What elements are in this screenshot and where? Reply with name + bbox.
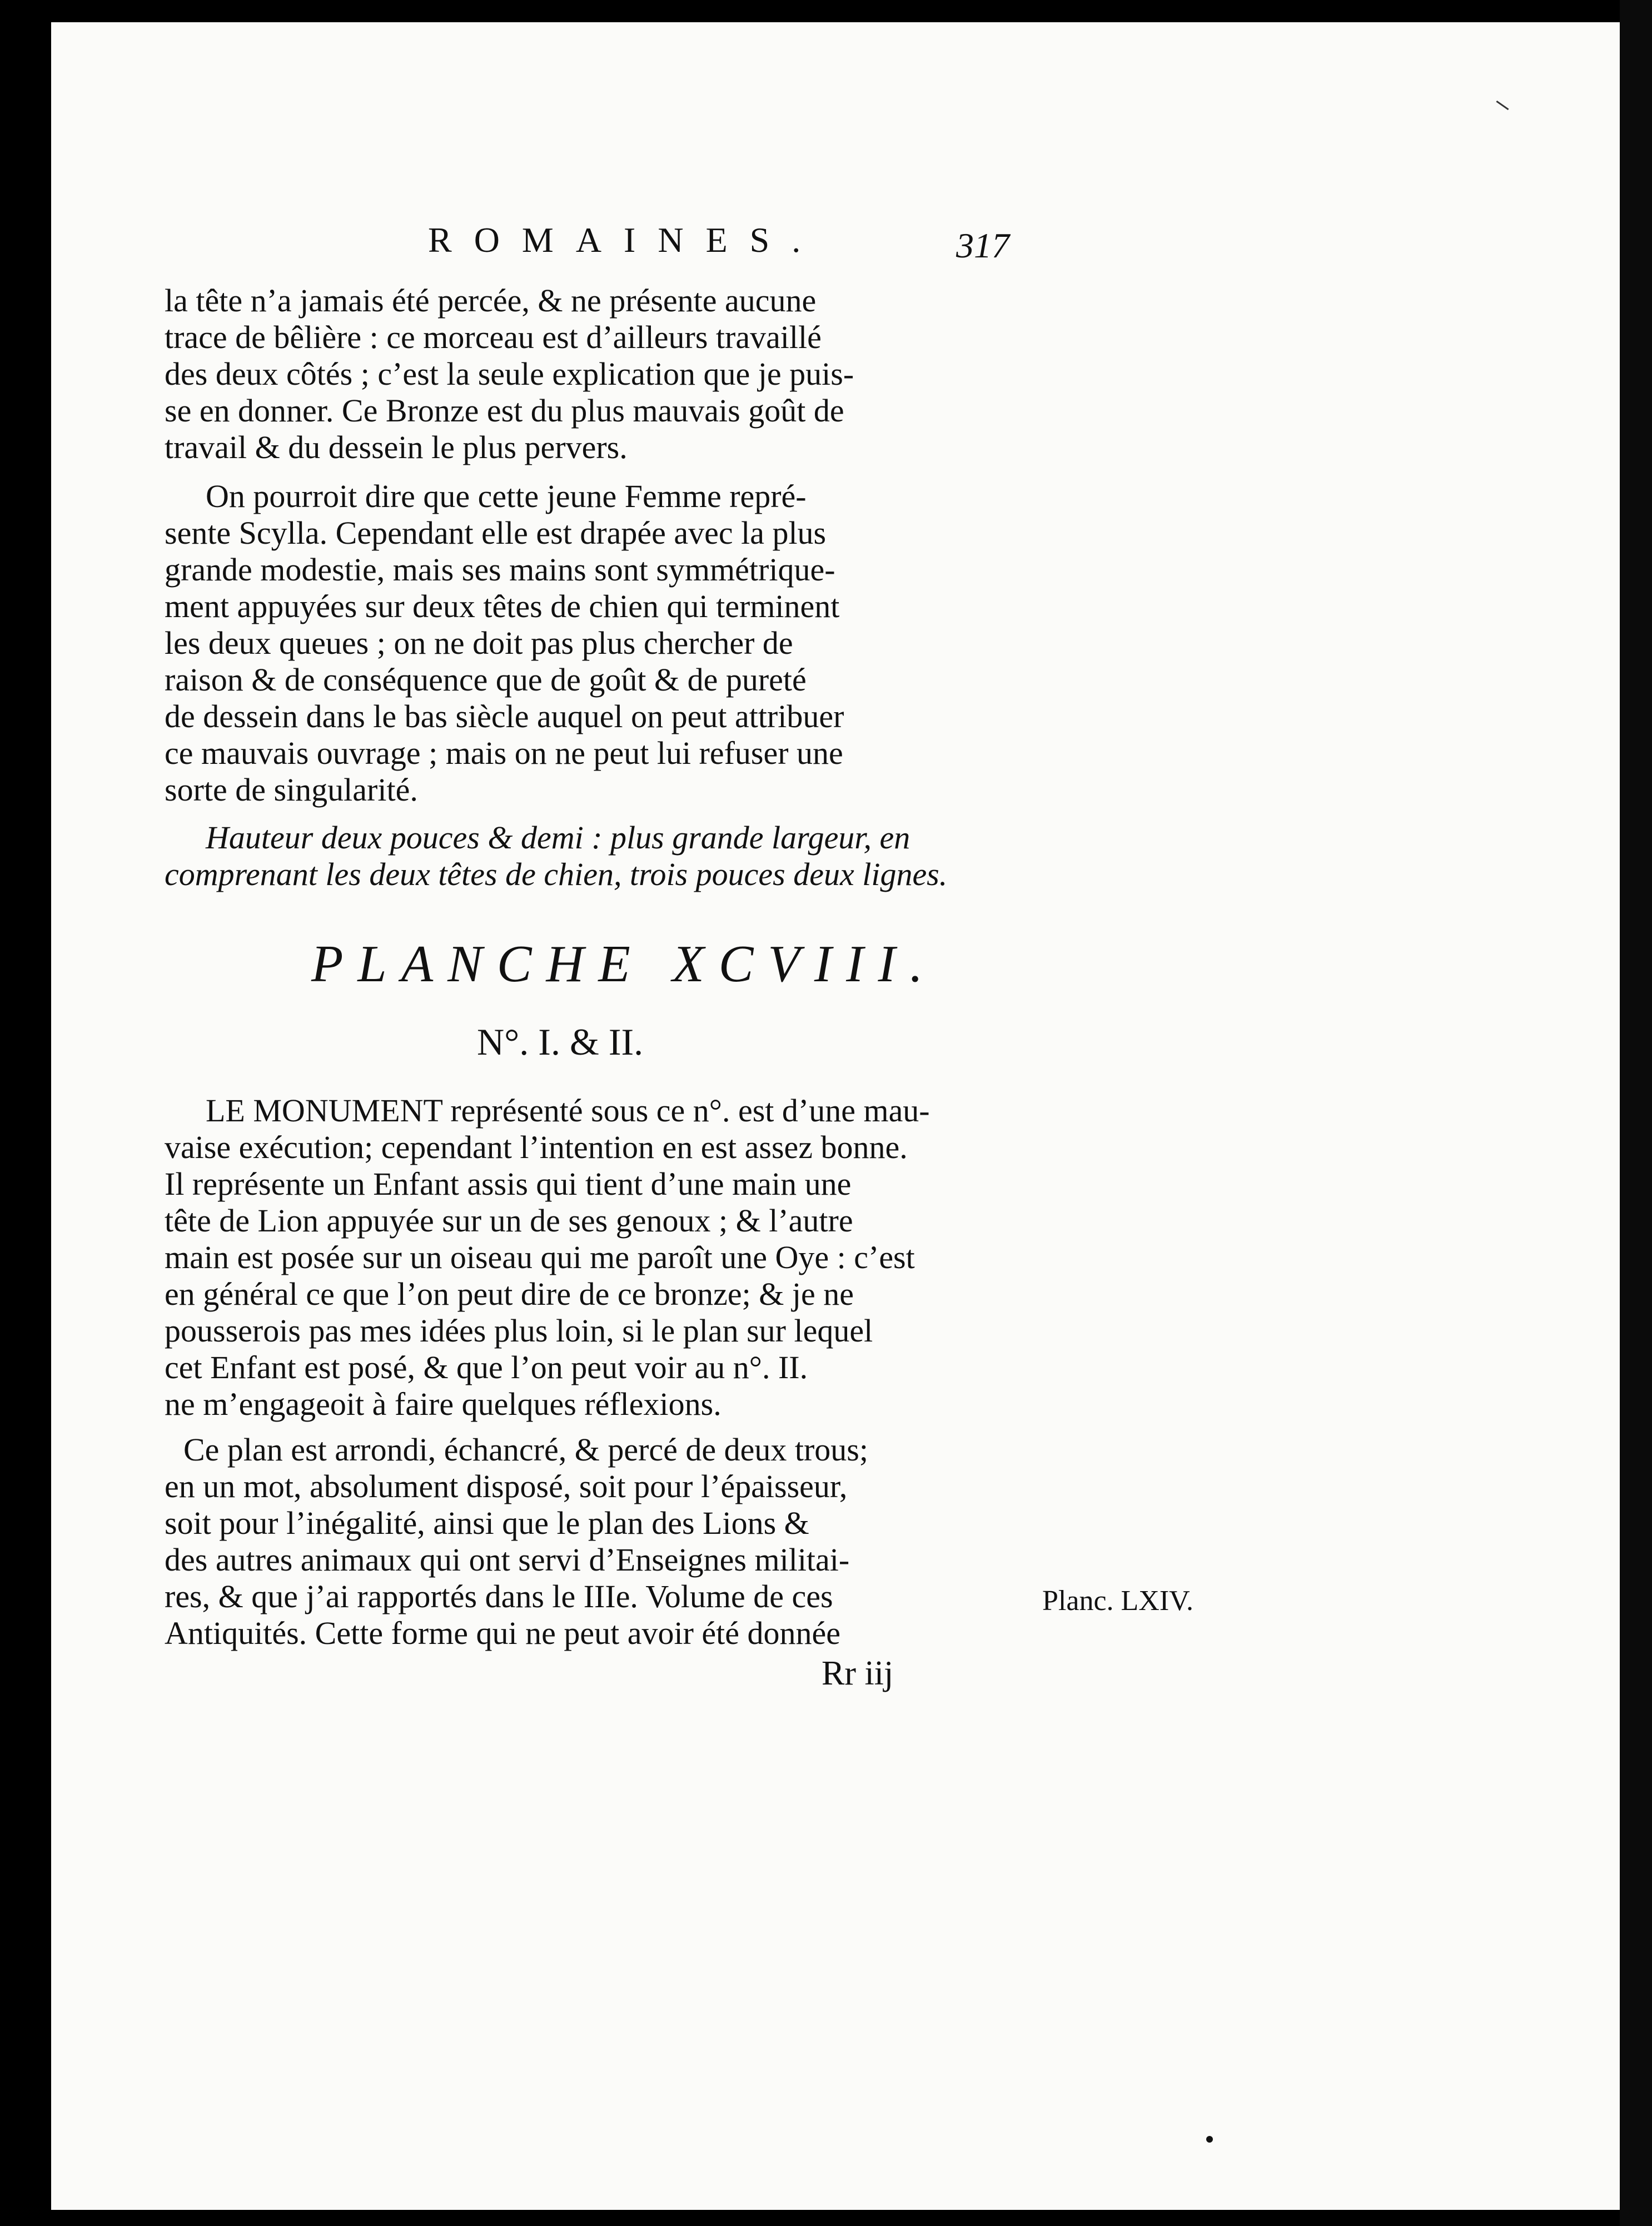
scan-edge — [1620, 0, 1652, 2226]
text-line: vaise exécution; cependant l’intention en est assez bonne. — [165, 1129, 908, 1165]
text-line: en un mot, absolument disposé, soit pour l’épaisseur, — [165, 1468, 848, 1504]
text-line: des autres animaux qui ont servi d’Enseignes militai- — [165, 1542, 850, 1578]
text-line: la tête n’a jamais été percée, & ne présente aucune — [165, 282, 817, 319]
running-head: ROMAINES. — [428, 220, 823, 260]
text-line: LE MONUMENT représenté sous ce n°. est d’une mau- — [206, 1092, 930, 1129]
text-line: raison & de conséquence que de goût & de pureté — [165, 662, 807, 698]
text-line: ce mauvais ouvrage ; mais on ne peut lui refuser une — [165, 735, 843, 771]
text-line: grande modestie, mais ses mains sont symmétrique- — [165, 551, 835, 588]
text-line: main est posée sur un oiseau qui me paroît une Oye : c’est — [165, 1239, 915, 1275]
margin-note: Planc. LXIV. — [1042, 1585, 1194, 1617]
page-number: 317 — [956, 226, 1009, 265]
text-line: des deux côtés ; c’est la seule explication que je puis- — [165, 356, 854, 392]
text-line: en général ce que l’on peut dire de ce bronze; & je ne — [165, 1276, 854, 1312]
text-line: sente Scylla. Cependant elle est drapée avec la plus — [165, 515, 827, 551]
scan-speck — [1206, 2136, 1213, 2143]
text-line: cet Enfant est posé, & que l’on peut voir au n°. II. — [165, 1349, 808, 1385]
text-line: Il représente un Enfant assis qui tient d’une main une — [165, 1166, 852, 1202]
text-line: les deux queues ; on ne doit pas plus chercher de — [165, 625, 793, 661]
text-line: ne m’engageoit à faire quelques réflexions. — [165, 1386, 721, 1422]
text-line: ment appuyées sur deux têtes de chien qui terminent — [165, 588, 840, 624]
text-line: On pourroit dire que cette jeune Femme repré- — [206, 478, 807, 514]
text-line: soit pour l’inégalité, ainsi que le plan des Lions & — [165, 1505, 809, 1541]
signature-mark: Rr iij — [822, 1654, 894, 1692]
text-line: se en donner. Ce Bronze est du plus mauvais goût de — [165, 392, 844, 429]
text-line: Ce plan est arrondi, échancré, & percé de deux trous; — [183, 1432, 868, 1468]
text-line: de dessein dans le bas siècle auquel on peut attribuer — [165, 698, 844, 734]
text-line: Antiquités. Cette forme qui ne peut avoir été donnée — [165, 1615, 841, 1651]
plate-heading: PLANCHE XCVIII. — [311, 935, 938, 993]
text-line: res, & que j’ai rapportés dans le IIIe. Volume de ces — [165, 1578, 833, 1614]
text-line: travail & du dessein le plus pervers. — [165, 429, 628, 465]
dimensions-line: comprenant les deux têtes de chien, trois pouces deux lignes. — [165, 856, 948, 892]
text-line: trace de bêlière : ce morceau est d’ailleurs travaillé — [165, 319, 822, 355]
text-line: sorte de singularité. — [165, 772, 418, 808]
text-line: pousserois pas mes idées plus loin, si le plan sur lequel — [165, 1313, 873, 1349]
text-line: tête de Lion appuyée sur un de ses genoux ; & l’autre — [165, 1203, 853, 1239]
number-heading: N°. I. & II. — [477, 1021, 644, 1063]
dimensions-line: Hauteur deux pouces & demi : plus grande largeur, en — [206, 819, 910, 856]
